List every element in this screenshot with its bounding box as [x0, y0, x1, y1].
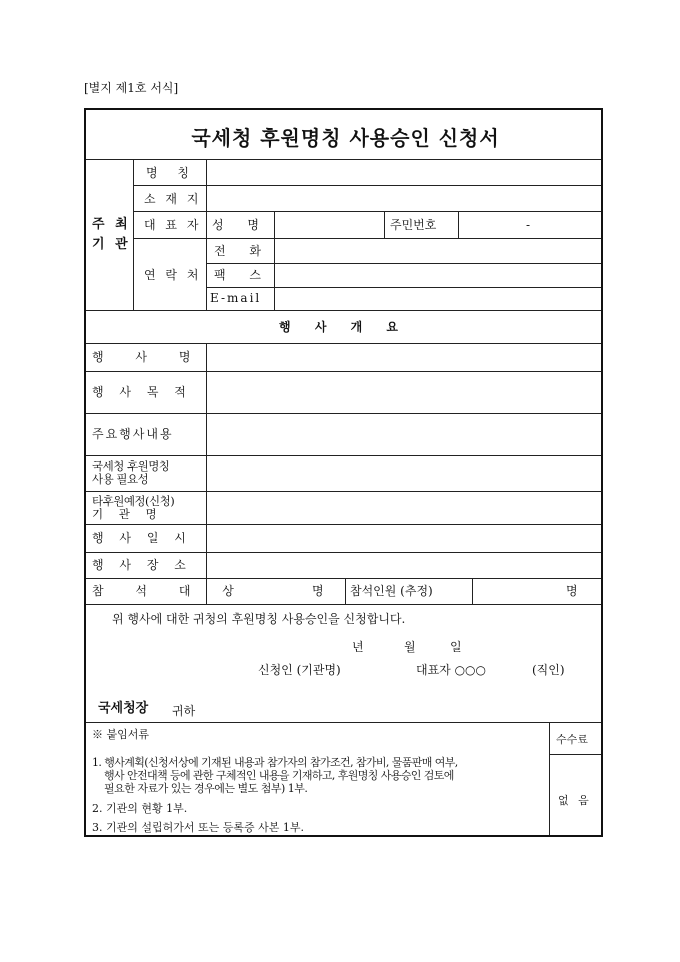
attachment-item-1: 필요한 자료가 있는 경우에는 별도 첨부) 1부. — [104, 782, 308, 795]
divider — [86, 524, 601, 525]
divider — [86, 722, 601, 723]
divider-vertical — [458, 211, 459, 238]
main-content-label: 주요행사내용 — [92, 427, 174, 441]
other-sponsor-label: 타후원예정(신청) — [92, 494, 175, 508]
attendees-label: 참 석 대 상 — [92, 584, 248, 598]
date-month: 월 — [404, 640, 416, 654]
divider-vertical — [384, 211, 385, 238]
addressee: 국세청장 — [98, 701, 149, 716]
overview-header: 행 사 개 요 — [279, 320, 408, 334]
representative-signature: 대표자 ○○○ — [416, 663, 487, 677]
divider-vertical — [133, 159, 134, 310]
title-divider — [86, 159, 601, 160]
rep-id-label: 주민번호 — [390, 218, 437, 232]
divider — [86, 455, 601, 456]
attachment-item-3: 3. 기관의 설립허가서 또는 등록증 사본 1부. — [92, 821, 304, 834]
divider — [133, 211, 601, 212]
attendee-count-unit: 명 — [566, 584, 578, 598]
rep-name-label: 성 명 — [212, 218, 269, 232]
event-date-label: 행 사 일 시 — [92, 531, 192, 545]
form-number-label: [별지 제1호 서식] — [84, 81, 179, 95]
event-purpose-label: 행 사 목 적 — [92, 385, 192, 399]
divider-vertical — [274, 211, 275, 238]
divider-vertical — [345, 578, 346, 604]
attachment-item-1: 행사 안전대책 등에 관한 구체적인 내용을 기재하고, 후원명칭 사용승인 검토에 — [104, 769, 454, 782]
fax-label: 팩 스 — [214, 268, 271, 282]
applicant-label: 신청인 (기관명) — [258, 663, 341, 677]
divider-vertical — [472, 578, 473, 604]
divider — [86, 552, 601, 553]
other-sponsor-label: 기 관 명 — [92, 507, 163, 521]
date-day: 일 — [450, 640, 462, 654]
fee-label: 수수료 — [556, 733, 588, 746]
application-form — [84, 108, 603, 837]
divider — [133, 238, 601, 239]
event-place-label: 행 사 장 소 — [92, 558, 192, 572]
contact-label: 연 락 처 — [144, 268, 202, 282]
declaration-statement: 위 행사에 대한 귀청의 후원명칭 사용승인을 신청합니다. — [112, 612, 406, 626]
divider-vertical — [206, 343, 207, 604]
seal-label: (직인) — [532, 663, 565, 677]
org-name-label: 명 칭 — [146, 166, 197, 180]
rep-id-dash: - — [526, 218, 531, 232]
attachments-header: ※ 붙임서류 — [92, 728, 150, 741]
divider — [549, 754, 601, 755]
attendee-count-label: 참석인원 (추정) — [350, 584, 433, 598]
attendees-unit: 명 — [312, 584, 324, 598]
fee-value: 없 음 — [558, 794, 592, 807]
necessity-label: 사용 필요성 — [92, 472, 149, 486]
divider — [86, 371, 601, 372]
addressee-suffix: 귀하 — [172, 704, 196, 718]
necessity-label: 국세청 후원명칭 — [92, 459, 170, 473]
host-org-label: 기 관 — [92, 237, 131, 252]
representative-label: 대 표 자 — [144, 218, 202, 232]
host-org-label: 주 최 — [92, 217, 131, 232]
event-name-label: 행 사 명 — [92, 350, 205, 364]
divider — [86, 343, 601, 344]
divider — [86, 310, 601, 311]
attachment-item-1: 1. 행사계획(신청서상에 기재된 내용과 참가자의 참가조건, 참가비, 물품판매 여부, — [92, 756, 458, 769]
divider — [206, 263, 601, 264]
address-label: 소 재 지 — [144, 192, 202, 206]
divider — [86, 578, 601, 579]
attachment-item-2: 2. 기관의 현황 1부. — [92, 802, 188, 815]
divider-vertical — [274, 238, 275, 310]
phone-label: 전 화 — [214, 244, 271, 258]
divider-vertical — [206, 159, 207, 310]
form-title: 국세청 후원명칭 사용승인 신청서 — [191, 126, 500, 150]
divider — [86, 491, 601, 492]
email-label: E-mail — [210, 291, 262, 305]
divider-vertical — [549, 722, 550, 835]
divider — [133, 185, 601, 186]
divider — [86, 604, 601, 605]
divider — [86, 413, 601, 414]
date-year: 년 — [352, 640, 364, 654]
divider — [206, 287, 601, 288]
